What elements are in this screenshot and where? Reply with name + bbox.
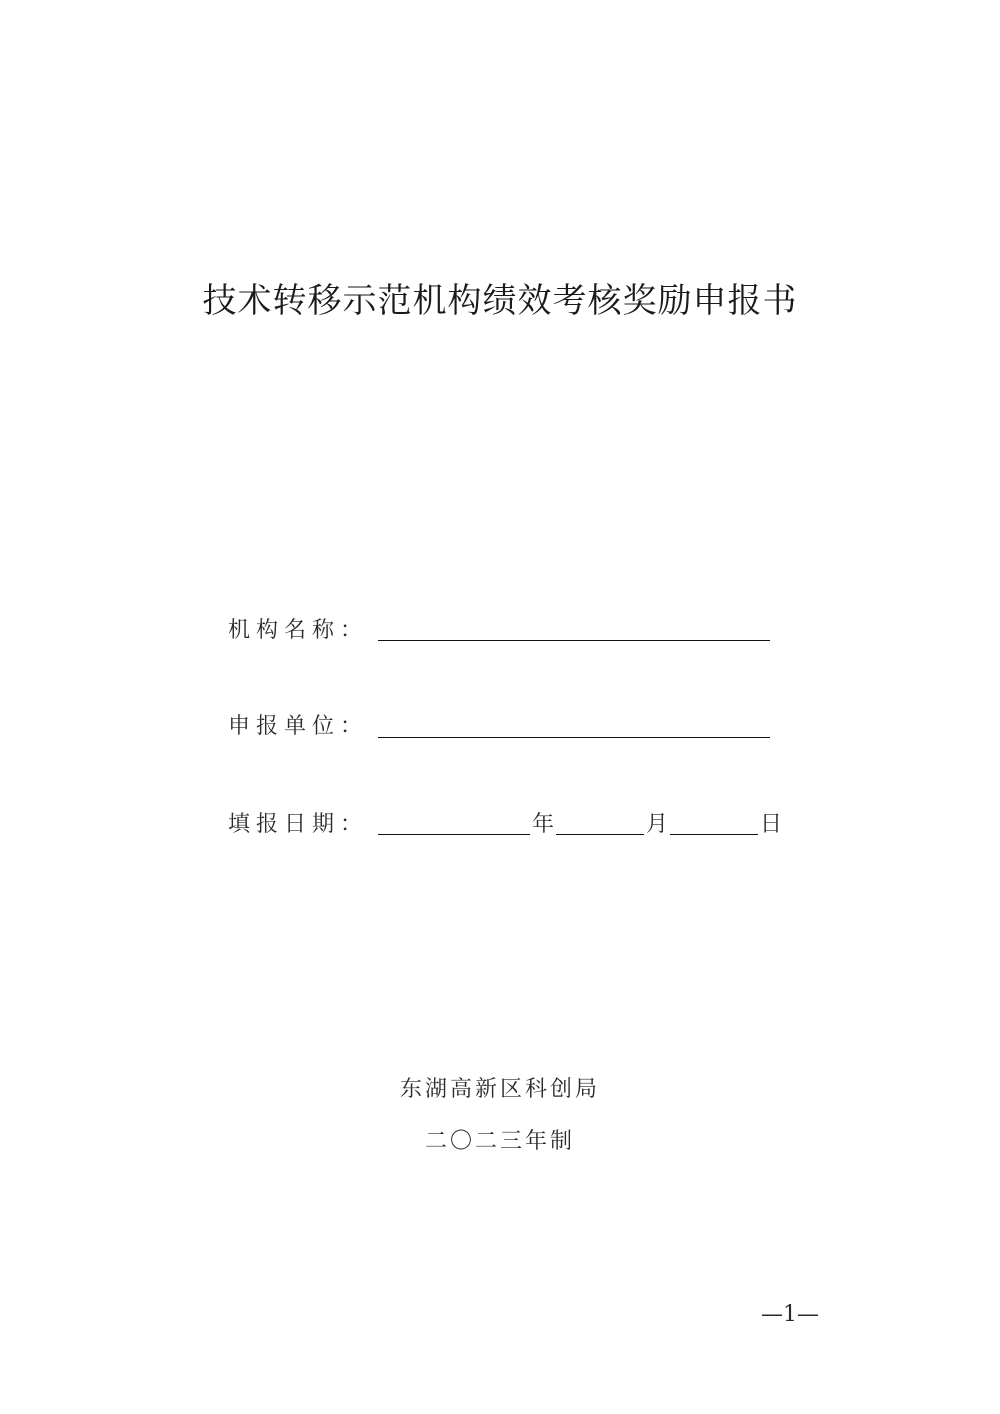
institution-name-field[interactable] (378, 640, 770, 641)
document-title: 技术转移示范机构绩效考核奖励申报书 (202, 281, 798, 321)
day-unit: 日 (760, 812, 783, 837)
fill-date-day-field[interactable] (670, 834, 758, 835)
page-number: —1— (761, 1302, 819, 1327)
applicant-unit-field[interactable] (378, 737, 770, 738)
fill-date-year-field[interactable] (378, 834, 530, 835)
fill-date-label: 填报日期： (228, 812, 369, 837)
applicant-unit-label: 申报单位： (228, 714, 369, 739)
institution-name-label: 机构名称： (228, 618, 369, 643)
fill-date-month-field[interactable] (556, 834, 644, 835)
year-unit: 年 (532, 812, 555, 837)
issuer-name: 东湖高新区科创局 (399, 1077, 600, 1102)
month-unit: 月 (646, 812, 669, 837)
issued-year: 二〇二三年制 (424, 1129, 575, 1154)
